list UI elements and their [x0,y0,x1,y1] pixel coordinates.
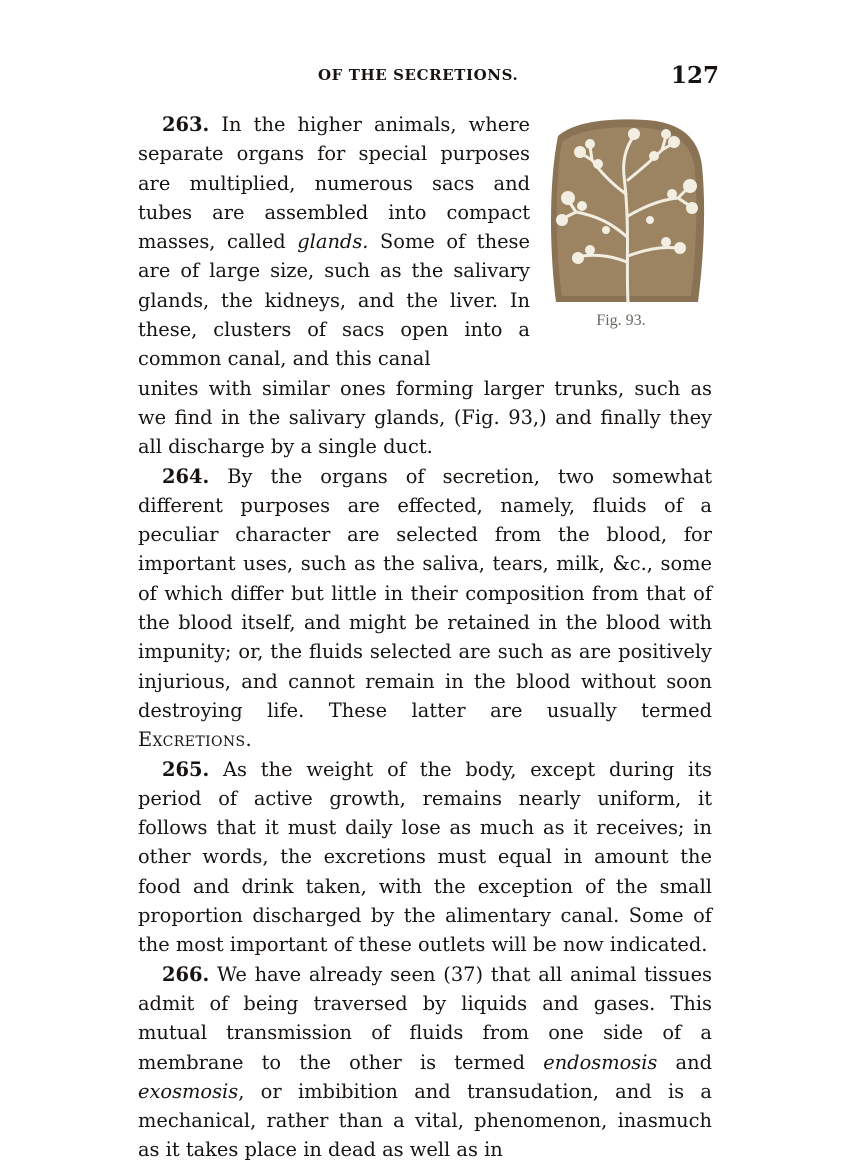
paragraph-number: 264. [162,464,210,488]
body-text [138,110,712,1165]
paragraph-number: 266. [162,962,210,986]
paragraph-265 [138,755,712,960]
paragraph-text: By the organs of secretion, two somewhat different purposes are effected, namely, fluids of a peculiar character are selected from the blood, for important uses, such as the saliva, tears, milk, &c., some of which differ but little in their composition from that of the blood itself, and might be retained in the blood with impunity; or, the fluids selected are such as are positively injurious, and cannot remain in the blood without soon destroying life. These latter are usually termed [138,464,712,722]
paragraph-text: , or imbibition and transudation, and is a mechanical, rather than a vital, phenomenon, inasmuch as it takes place in dead as well as in [138,1079,712,1162]
figure-caption: Fig. 93. [596,312,646,329]
italic-term: glands. [297,230,369,254]
small-caps-term: Excretions [138,728,246,752]
paragraph-number: 265. [162,757,210,781]
paragraph-text: Some of these are of large size, such as the salivary glands, the kidneys, and the liver. In these, clusters of sacs open into a common canal, and this canal [138,230,530,371]
paragraph-text: As the weight of the body, except during its period of active growth, remains nearly uniform, it follows that it must daily lose as much as it receives; in other words, the excretions must equal in amount the food and drink taken, with the exception of the small proportion discharged by the alimentary canal. Some of the most important of these outlets will be now indicated. [138,757,712,957]
paragraph-text: In the higher animals, where separate organs for special purposes are multiplied, numerous sacs and tubes are assembled into compact masses, called [138,113,530,254]
paragraph-text: unites with similar ones forming larger trunks, such as we find in the salivary glands, (Fig. 93,) and finally they all discharge by a single duct. [138,376,712,459]
running-head: OF THE SECRETIONS. [318,66,519,84]
paragraph-264 [138,462,712,755]
page-header [0,62,850,92]
paragraph-text: and [657,1050,712,1074]
italic-term: exosmosis [138,1079,239,1103]
paragraph-number: 263. [162,113,210,136]
paragraph-text: We have already seen (37) that all animal tissues admit of being traversed by liquids and gases. This mutual transmission of fluids from one side of a membrane to the other is termed [138,962,712,1074]
paragraph-text: . [245,728,252,752]
paragraph-263-lead [138,110,530,374]
paragraph-266 [138,960,712,1165]
italic-term: endosmosis [543,1050,658,1074]
page-number: 127 [671,62,720,89]
paragraph-263-continued [138,374,712,462]
